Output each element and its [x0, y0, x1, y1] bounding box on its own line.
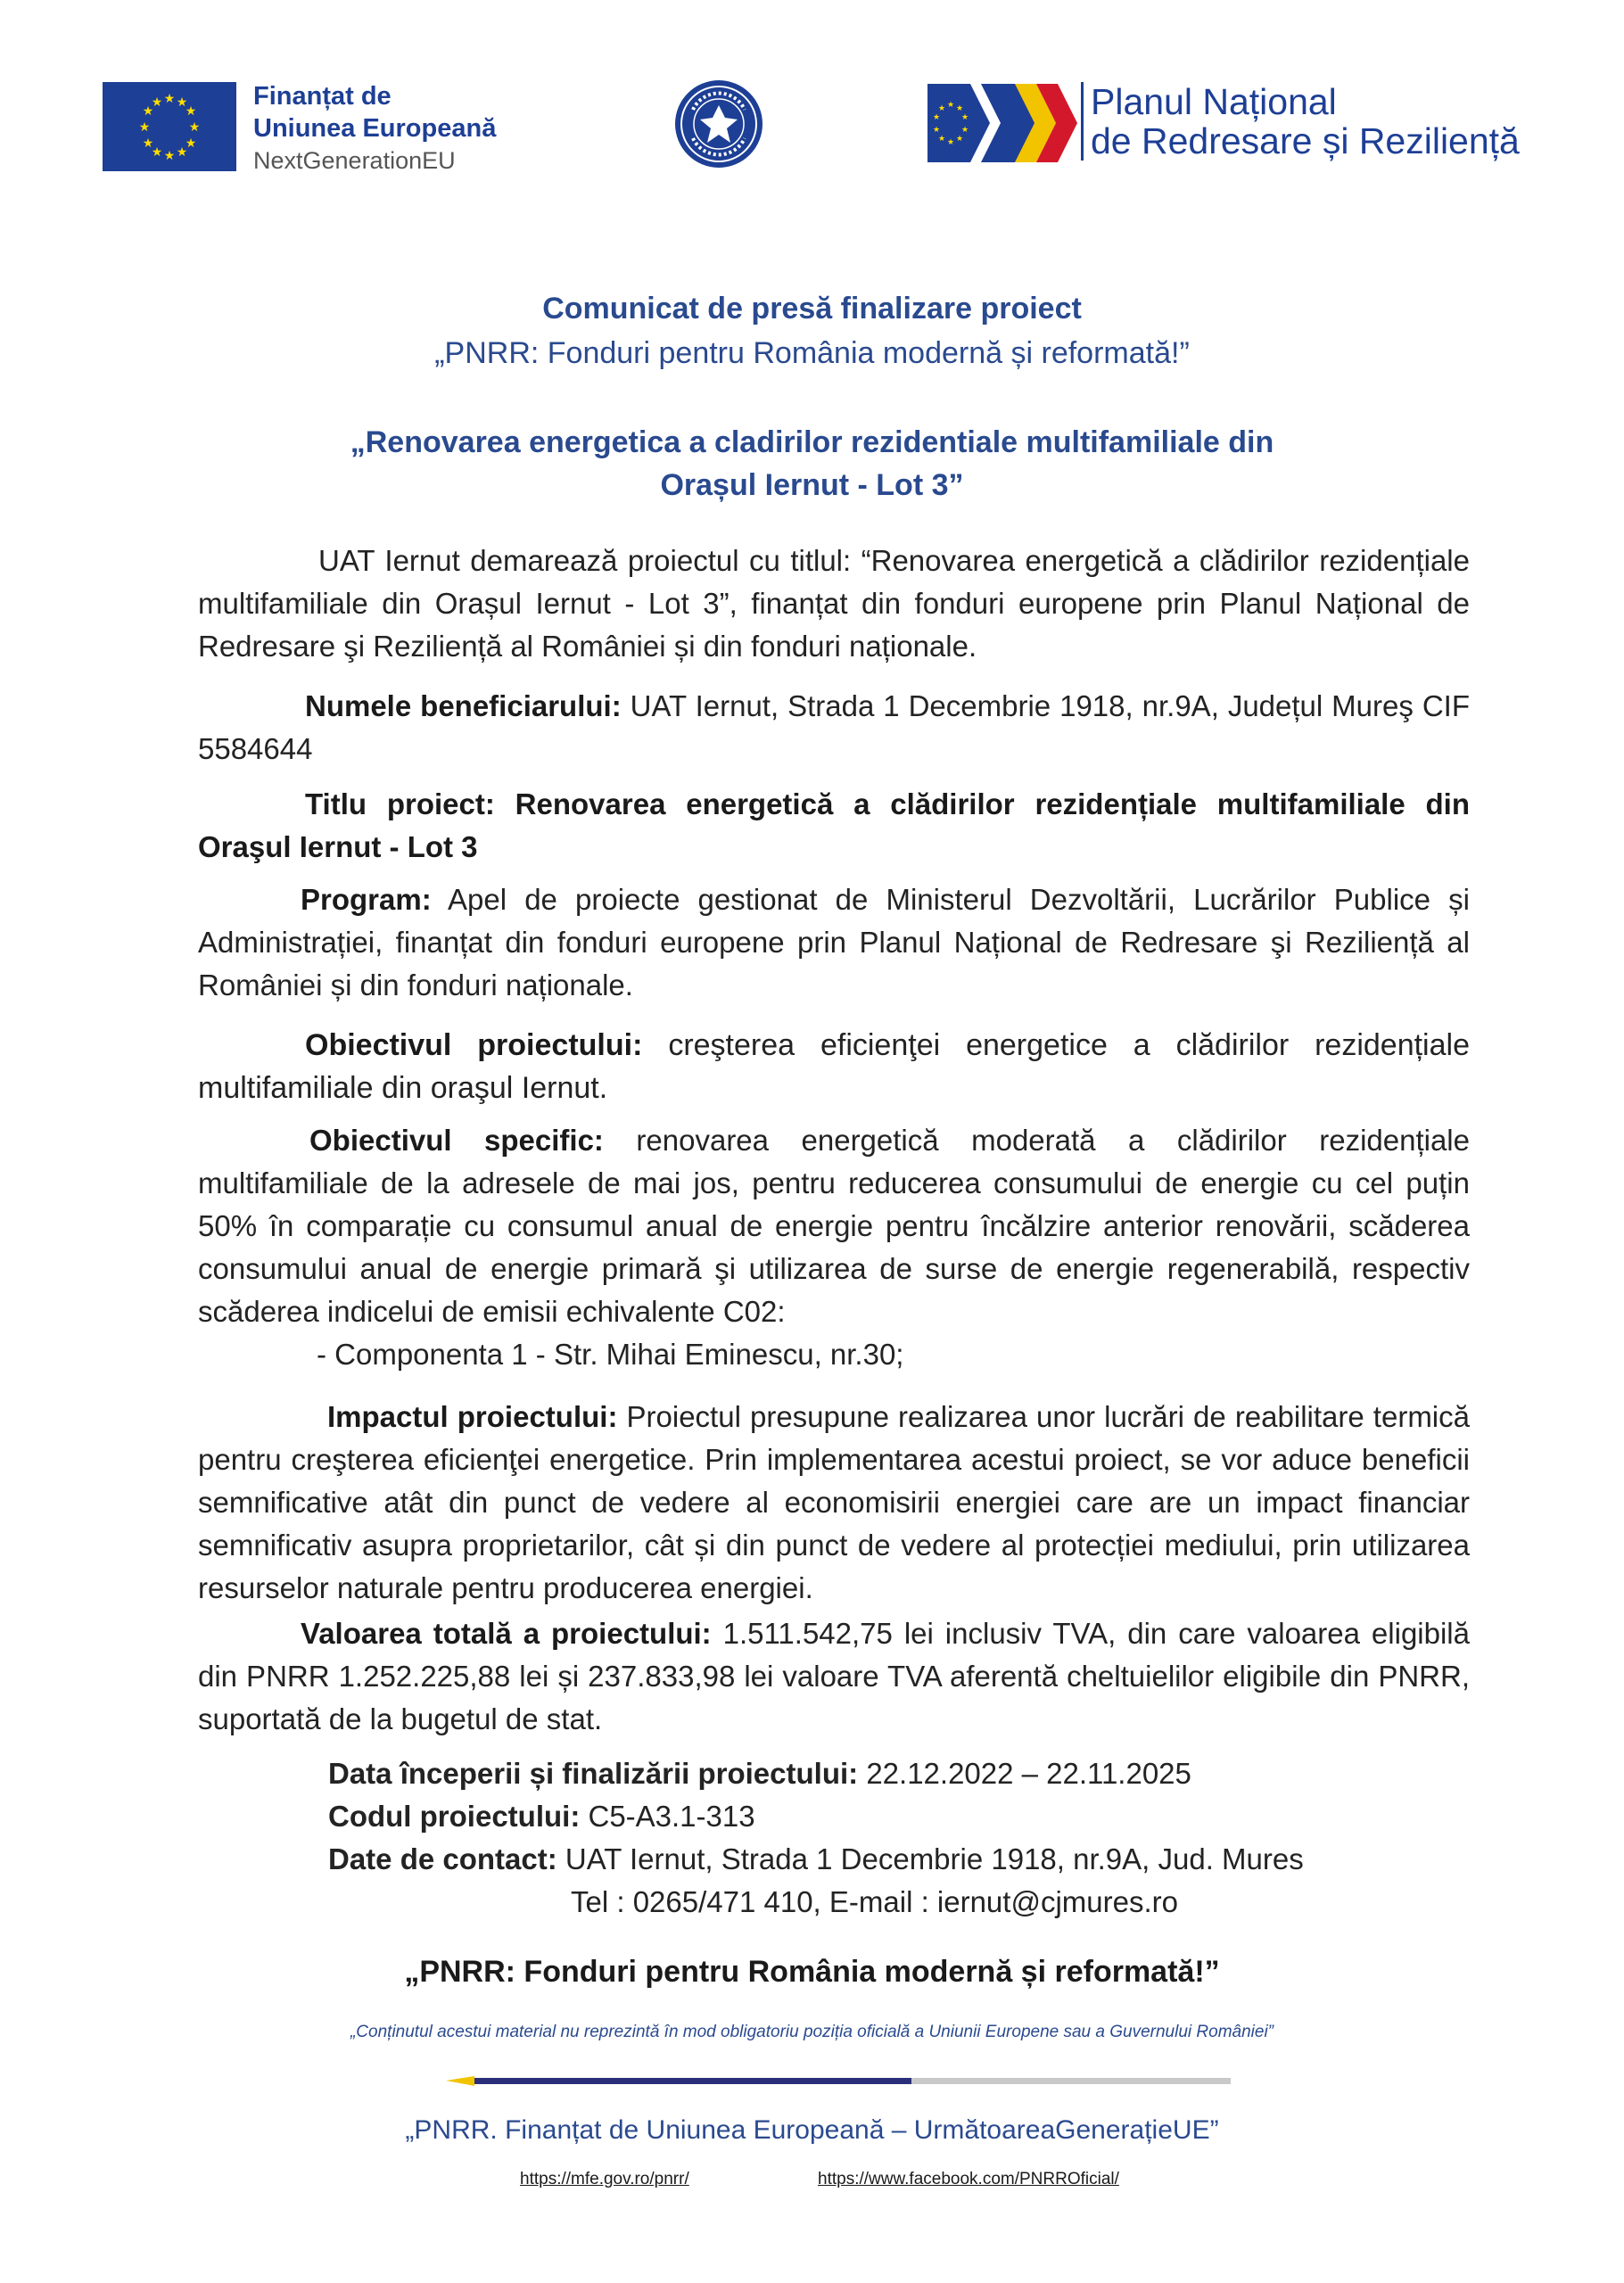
beneficiary-value: UAT Iernut, Strada 1 Decembrie 1918, nr.9A, Județul Mureş CIF 5584644 — [198, 689, 1470, 765]
svg-text:★: ★ — [946, 138, 955, 147]
contact-value: UAT Iernut, Strada 1 Decembrie 1918, nr.9A, Jud. Mures — [556, 1842, 1304, 1875]
divider-yellow-tip — [446, 2076, 474, 2086]
contact-phone-email: Tel : 0265/471 410, E-mail : iernut@cjmures.ro — [571, 1885, 1178, 1918]
pnrr-logo-text — [1081, 82, 1520, 161]
press-release-title: Comunicat de presă finalizare proiect — [542, 292, 1082, 326]
intro-paragraph — [198, 540, 1470, 668]
contact-label: Date de contact: — [328, 1842, 557, 1875]
eu-line2: Uniunea Europeană — [253, 114, 497, 143]
eu-flag-icon — [103, 82, 236, 171]
dates-label: Data începerii și finalizării proiectului: — [328, 1757, 859, 1790]
svg-text:★: ★ — [176, 95, 188, 110]
svg-text:★: ★ — [960, 126, 969, 135]
objective-paragraph — [198, 1024, 1470, 1109]
svg-text:★: ★ — [151, 95, 163, 110]
romanian-government-seal-icon — [673, 78, 764, 169]
footer-slogan: „PNRR: Fonduri pentru România modernă și reformată!” — [404, 1955, 1220, 1989]
svg-text:★: ★ — [138, 120, 151, 135]
svg-text:★: ★ — [932, 126, 941, 135]
eu-funding-label — [253, 80, 496, 177]
program-value: Apel de proiecte gestionat de Ministerul Dezvoltării, Lucrărilor Publice și Administrației, finanțat din fonduri europene prin Planul Național de Redresare şi Reziliență al României și din fonduri naționale. — [198, 883, 1470, 1001]
svg-text:★: ★ — [937, 104, 946, 113]
specific-objective-paragraph — [198, 1119, 1470, 1333]
press-release-subtitle: „PNRR: Fonduri pentru România modernă și reformată!” — [434, 336, 1190, 370]
eu-line3: NextGenerationEU — [253, 147, 456, 174]
svg-text:★: ★ — [946, 101, 955, 110]
total-value-label: Valoarea totală a proiectului: — [301, 1617, 712, 1650]
specific-objective-value: renovarea energetică moderată a clădirilor rezidențiale multifamiliale de la adresele de mai jos, pentru reducerea consumului de energie cu cel puțin 50% în comparație cu consumul anual de energie pentru încălzire anterior renovării, scăderea consumului anual de energie primară şi utilizarea de surse de energie regenerabilă, respectiv scăderea indicelui de emisii echivalente C02: — [198, 1124, 1470, 1328]
facebook-pnrr-link[interactable]: https://www.facebook.com/PNRROficial/ — [818, 2170, 1119, 2188]
footer-divider — [446, 2076, 1231, 2085]
impact-paragraph — [198, 1396, 1470, 1610]
program-paragraph — [198, 878, 1470, 1007]
project-title-paragraph — [198, 783, 1470, 869]
project-title-heading — [0, 421, 1624, 507]
code-label: Codul proiectului: — [328, 1800, 581, 1833]
project-code — [328, 1795, 755, 1838]
svg-text:★: ★ — [960, 113, 969, 122]
pnrr-line2: de Redresare și Reziliență — [1091, 120, 1520, 161]
mfe-pnrr-link[interactable]: https://mfe.gov.ro/pnrr/ — [520, 2170, 689, 2188]
svg-text:★: ★ — [955, 104, 964, 113]
dates-value: 22.12.2022 – 22.11.2025 — [858, 1757, 1191, 1790]
pnrr-logo-icon — [927, 84, 1079, 162]
project-dates — [328, 1752, 1191, 1795]
code-value: C5-A3.1-313 — [580, 1800, 755, 1833]
svg-text:★: ★ — [151, 145, 163, 160]
divider-grey-segment — [911, 2078, 1231, 2084]
svg-text:★: ★ — [163, 92, 176, 106]
svg-text:★: ★ — [188, 120, 201, 135]
project-title-line2: Orașul Iernut - Lot 3” — [660, 468, 964, 502]
beneficiary-paragraph — [198, 685, 1470, 771]
objective-value: creşterea eficienţei energetice a clădirilor rezidențiale multifamiliale din oraşul Iernut. — [198, 1028, 1470, 1105]
program-label: Program: — [301, 883, 432, 916]
objective-label: Obiectivul proiectului: — [305, 1028, 643, 1062]
total-value-paragraph — [198, 1612, 1470, 1741]
beneficiary-label: Numele beneficiarului: — [305, 689, 622, 722]
svg-text:★: ★ — [142, 136, 154, 151]
svg-text:★: ★ — [176, 145, 188, 160]
impact-value: Proiectul presupune realizarea unor lucrări de reabilitare termică pentru creşterea eficienţei energetice. Prin implementarea acestui proiect, se vor aduce beneficii semnificative atât din punct de vedere al economisirii energiei care are un impact financiar semnificativ asupra proprietarilor, cât și din punct de vedere al protecției mediului, prin utilizarea resurselor naturale pentru producerea energiei. — [198, 1400, 1470, 1604]
contact-details — [328, 1838, 1304, 1881]
svg-text:★: ★ — [185, 104, 197, 119]
svg-text:★: ★ — [163, 149, 176, 163]
divider-blue-segment — [474, 2078, 911, 2084]
impact-label: Impactul proiectului: — [327, 1400, 618, 1433]
svg-text:★: ★ — [955, 135, 964, 144]
footer-financed-line: „PNRR. Finanțat de Uniunea Europeană – UrmătoareaGenerațieUE” — [405, 2115, 1219, 2145]
project-title-value: Renovarea energetică a clădirilor rezidențiale multifamiliale din Oraşul Iernut - Lot 3 — [198, 787, 1470, 863]
eu-line1: Finanțat de — [253, 82, 392, 111]
header-logos — [0, 78, 1624, 177]
total-value-value: 1.511.542,75 lei inclusiv TVA, din care valoarea eligibilă din PNRR 1.252.225,88 lei și 237.833,98 lei valoare TVA aferentă cheltuielilor eligibile din PNRR, suportată de la bugetul de stat. — [198, 1617, 1470, 1735]
project-title-line1: „Renovarea energetica a cladirilor rezidentiale multifamiliale din — [350, 425, 1274, 459]
svg-text:★: ★ — [932, 113, 941, 122]
intro-text: UAT Iernut demarează proiectul cu titlul: “Renovarea energetică a clădirilor rezidențiale multifamiliale din Orașul Iernut - Lot 3”, finanțat din fonduri europene prin Planul Național de Redresare şi Reziliență al României și din fonduri naționale. — [198, 544, 1470, 663]
pnrr-line1: Planul Național — [1091, 81, 1337, 122]
component-item: - Componenta 1 - Str. Mihai Eminescu, nr.30; — [317, 1338, 904, 1371]
project-title-label: Titlu proiect: — [305, 787, 495, 820]
svg-text:★: ★ — [185, 136, 197, 151]
disclaimer-text: „Conținutul acestui material nu reprezintă în mod obligatoriu poziția oficială a Uniunii Europene sau a Guvernului României” — [350, 2023, 1274, 2041]
svg-text:★: ★ — [142, 104, 154, 119]
specific-objective-label: Obiectivul specific: — [309, 1124, 604, 1157]
svg-text:★: ★ — [937, 135, 946, 144]
